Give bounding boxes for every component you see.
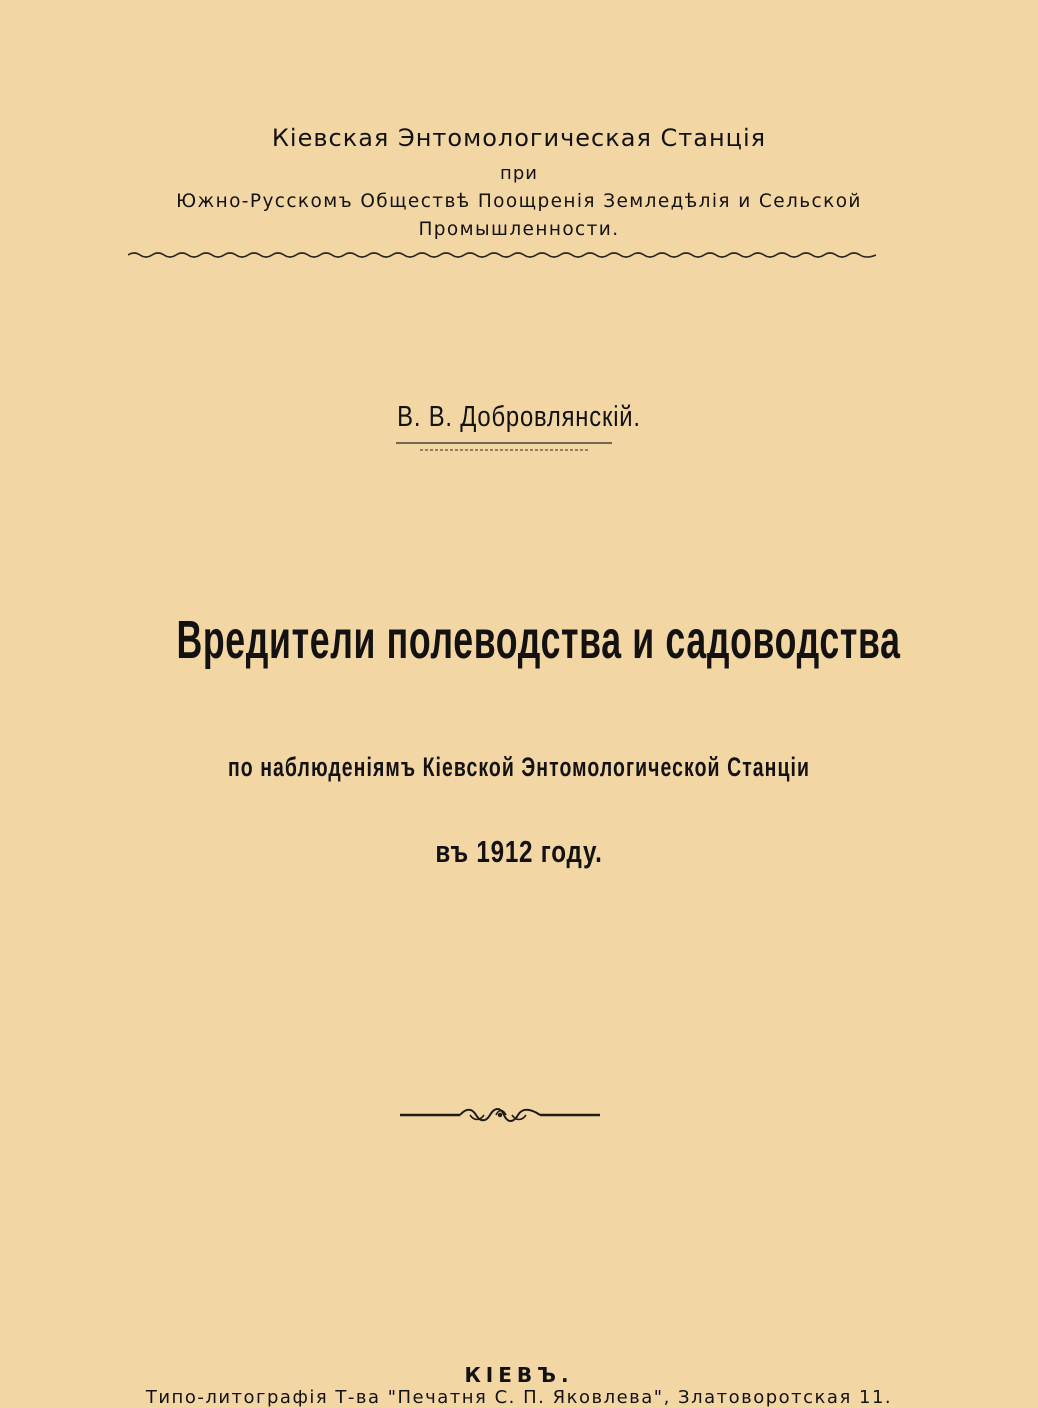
- year-line: въ 1912 году.: [435, 834, 603, 869]
- author-name: В. В. Добровлянскій.: [397, 401, 641, 433]
- society-line-2: Промышленности.: [418, 219, 620, 240]
- book-subtitle: по наблюденіямъ Кіевской Энтомологической Станціи: [227, 752, 811, 782]
- institution-name: Кіевская Энтомологическая Станція: [271, 124, 767, 152]
- imprint-city: КІЕВЪ.: [464, 1363, 574, 1387]
- imprint-printer: Типо-литографія Т-ва "Печатня С. П. Яковлева", Златоворотская 11.: [145, 1387, 893, 1408]
- author-underline: [396, 440, 612, 454]
- header-wavy-rule: [128, 249, 876, 261]
- society-line-1: Южно-Русскомъ Обществѣ Поощренія Земледѣлія и Сельской: [176, 191, 862, 212]
- ornament-divider: [400, 1104, 600, 1126]
- preposition-line: при: [500, 163, 538, 184]
- book-title: Вредители полеводства и садоводства: [176, 610, 901, 670]
